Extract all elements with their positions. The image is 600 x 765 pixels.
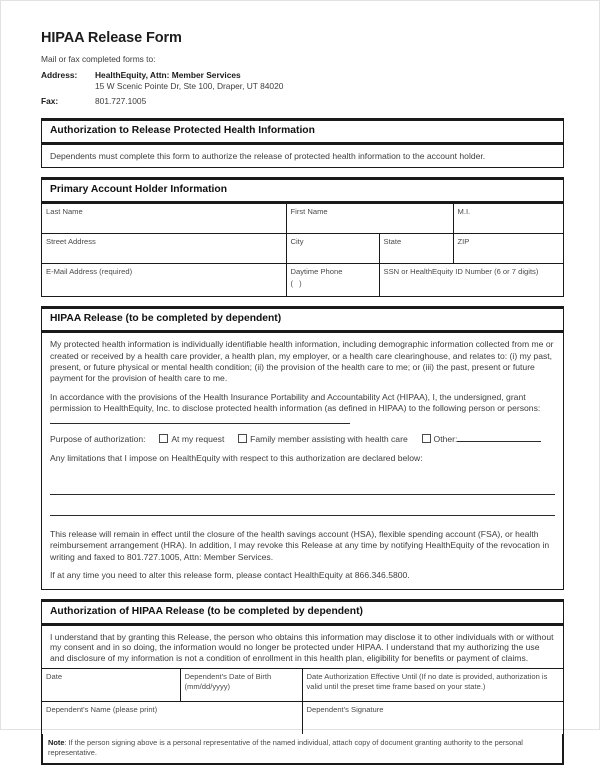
representative-note [42, 734, 563, 764]
section-hipaa-release [41, 306, 564, 589]
release-paragraph-3: This release will remain in effect until the closure of the health savings account (HSA), flexible spending account (FSA), or health reimbursement arrangement (HRA). In addition, I may revoke this Release at any time by notifying HealthEquity of the revocation in writing and faxed to 801.727.1005, Attn: Member Services. [50, 528, 550, 562]
purpose-option-family-member[interactable] [238, 434, 408, 444]
purpose-of-authorization-row [50, 433, 555, 445]
note-label: Note [48, 737, 65, 747]
purpose-option-at-my-request[interactable] [159, 434, 224, 444]
address-organization: HealthEquity, Attn: Member Services [95, 70, 241, 81]
purpose-label: Purpose of authorization: [50, 434, 146, 445]
limitations-line-2[interactable] [50, 495, 555, 516]
signature-fields [42, 668, 563, 734]
field-ssn-or-healthequity-id[interactable]: SSN or HealthEquity ID Number (6 or 7 digits) [379, 264, 563, 297]
authorization-blurb: Dependents must complete this form to authorize the release of protected health information to the account holder. [50, 151, 486, 162]
purpose-option-other[interactable] [422, 434, 542, 444]
phone-parentheses: ( ) [290, 279, 304, 289]
address-row-fields[interactable] [42, 234, 563, 264]
checkbox-icon[interactable] [238, 434, 247, 443]
field-first-name[interactable]: First Name [286, 204, 453, 234]
purpose-option-label: Family member assisting with health care [250, 434, 408, 445]
field-dependent-date-of-birth[interactable] [180, 668, 302, 701]
field-street-address[interactable]: Street Address [42, 234, 286, 264]
fax-row [41, 96, 283, 107]
release-paragraph-2 [50, 392, 555, 427]
field-zip[interactable]: ZIP [453, 234, 563, 264]
purpose-option-label: Other: [433, 434, 458, 445]
note-text: : If the person signing above is a personal representative of the named individual, attach copy of document granting authority to the personal representative. [48, 737, 523, 757]
address-label: Address: [41, 70, 78, 81]
limitations-label: Any limitations that I impose on HealthEquity with respect to this authorization are declared below: [50, 452, 423, 463]
field-date-authorization-effective-until[interactable]: Date Authorization Effective Until (If no date is provided, authorization is valid until the preset time frame based on your state.) [302, 668, 563, 701]
fax-label: Fax: [41, 96, 59, 107]
hipaa-release-footer [42, 523, 563, 589]
field-dependent-name[interactable]: Dependent's Name (please print) [42, 701, 302, 734]
persons-fill-line[interactable] [50, 415, 350, 424]
field-dependent-dob-format: (mm/dd/yyyy) [184, 681, 231, 691]
section-primary-account-holder [41, 177, 564, 297]
contact-block [41, 70, 283, 107]
hipaa-release-body [42, 333, 563, 523]
field-daytime-phone[interactable] [286, 264, 379, 297]
checkbox-icon[interactable] [422, 434, 431, 443]
authorization-of-release-body: I understand that by granting this Release, the person who obtains this information may disclose it to other individuals with or without my consent and in so doing, the information would no longer be protected under HIPAA. I understand that my authorizing the use and disclosure of my information is not a condition of enrollment in this health plan, eligibility for benefits or payment of claims. [50, 631, 554, 663]
address-spacer-cell [41, 81, 95, 92]
section-authorization-of-hipaa-release [41, 599, 564, 765]
section-heading-primary-account-holder: Primary Account Holder Information [42, 180, 563, 204]
mail-instruction: Mail or fax completed forms to: [41, 53, 156, 64]
field-dependent-dob-label: Dependent's Date of Birth [184, 671, 272, 681]
contact-row-fields[interactable] [42, 264, 563, 297]
limitations-line-1[interactable] [50, 476, 555, 495]
checkbox-icon[interactable] [159, 434, 168, 443]
fax-number: 801.727.1005 [95, 96, 147, 107]
primary-account-holder-fields [42, 204, 563, 296]
section-heading-authorization-of-release: Authorization of HIPAA Release (to be completed by dependent) [42, 602, 563, 626]
release-paragraph-2-text: In accordance with the provisions of the Health Insurance Portability and Accountability Act (HIPAA), I, the undersigned, grant permission to HealthEquity, Inc. to disclose protected health information (as defined in HIPAA) to the following person or persons: [50, 391, 541, 414]
letterhead [41, 31, 564, 107]
page-title: HIPAA Release Form [41, 30, 182, 46]
field-date[interactable]: Date [42, 668, 180, 701]
section-heading-authorization: Authorization to Release Protected Health Information [42, 121, 563, 145]
signature-row-names[interactable] [42, 701, 563, 734]
limitations-write-in-area[interactable] [50, 476, 555, 516]
purpose-option-label: At my request [171, 434, 225, 445]
release-paragraph-4: If at any time you need to alter this release form, please contact HealthEquity at 866.346.5800. [50, 570, 410, 581]
field-daytime-phone-label: Daytime Phone [290, 267, 343, 277]
document-content [41, 31, 564, 765]
name-row[interactable] [42, 204, 563, 234]
field-last-name[interactable]: Last Name [42, 204, 286, 234]
address-row [41, 70, 283, 81]
section-authorization-to-release [41, 118, 564, 168]
section-heading-hipaa-release: HIPAA Release (to be completed by dependent) [42, 309, 563, 333]
signature-row-dates[interactable] [42, 668, 563, 701]
release-paragraph-1: My protected health information is individually identifiable health information, including demographic information collected from me or created or received by a health care provider, a health plan, my employer, or a health care clearinghouse, and relates to: (i) my past, present, or future physical or mental health condition; (ii) the provision of the health care to me; or (iii) the past, present or future payment for the provision of health care to me. [50, 339, 554, 384]
other-fill-line[interactable] [457, 433, 541, 442]
address-street: 15 W Scenic Pointe Dr, Ste 100, Draper, UT 84020 [95, 81, 284, 92]
field-email-address[interactable]: E-Mail Address (required) [42, 264, 286, 297]
field-middle-initial[interactable]: M.I. [453, 204, 563, 234]
address-street-row [41, 81, 283, 92]
field-city[interactable]: City [286, 234, 379, 264]
field-dependent-signature[interactable]: Dependent's Signature [302, 701, 563, 734]
field-state[interactable]: State [379, 234, 453, 264]
